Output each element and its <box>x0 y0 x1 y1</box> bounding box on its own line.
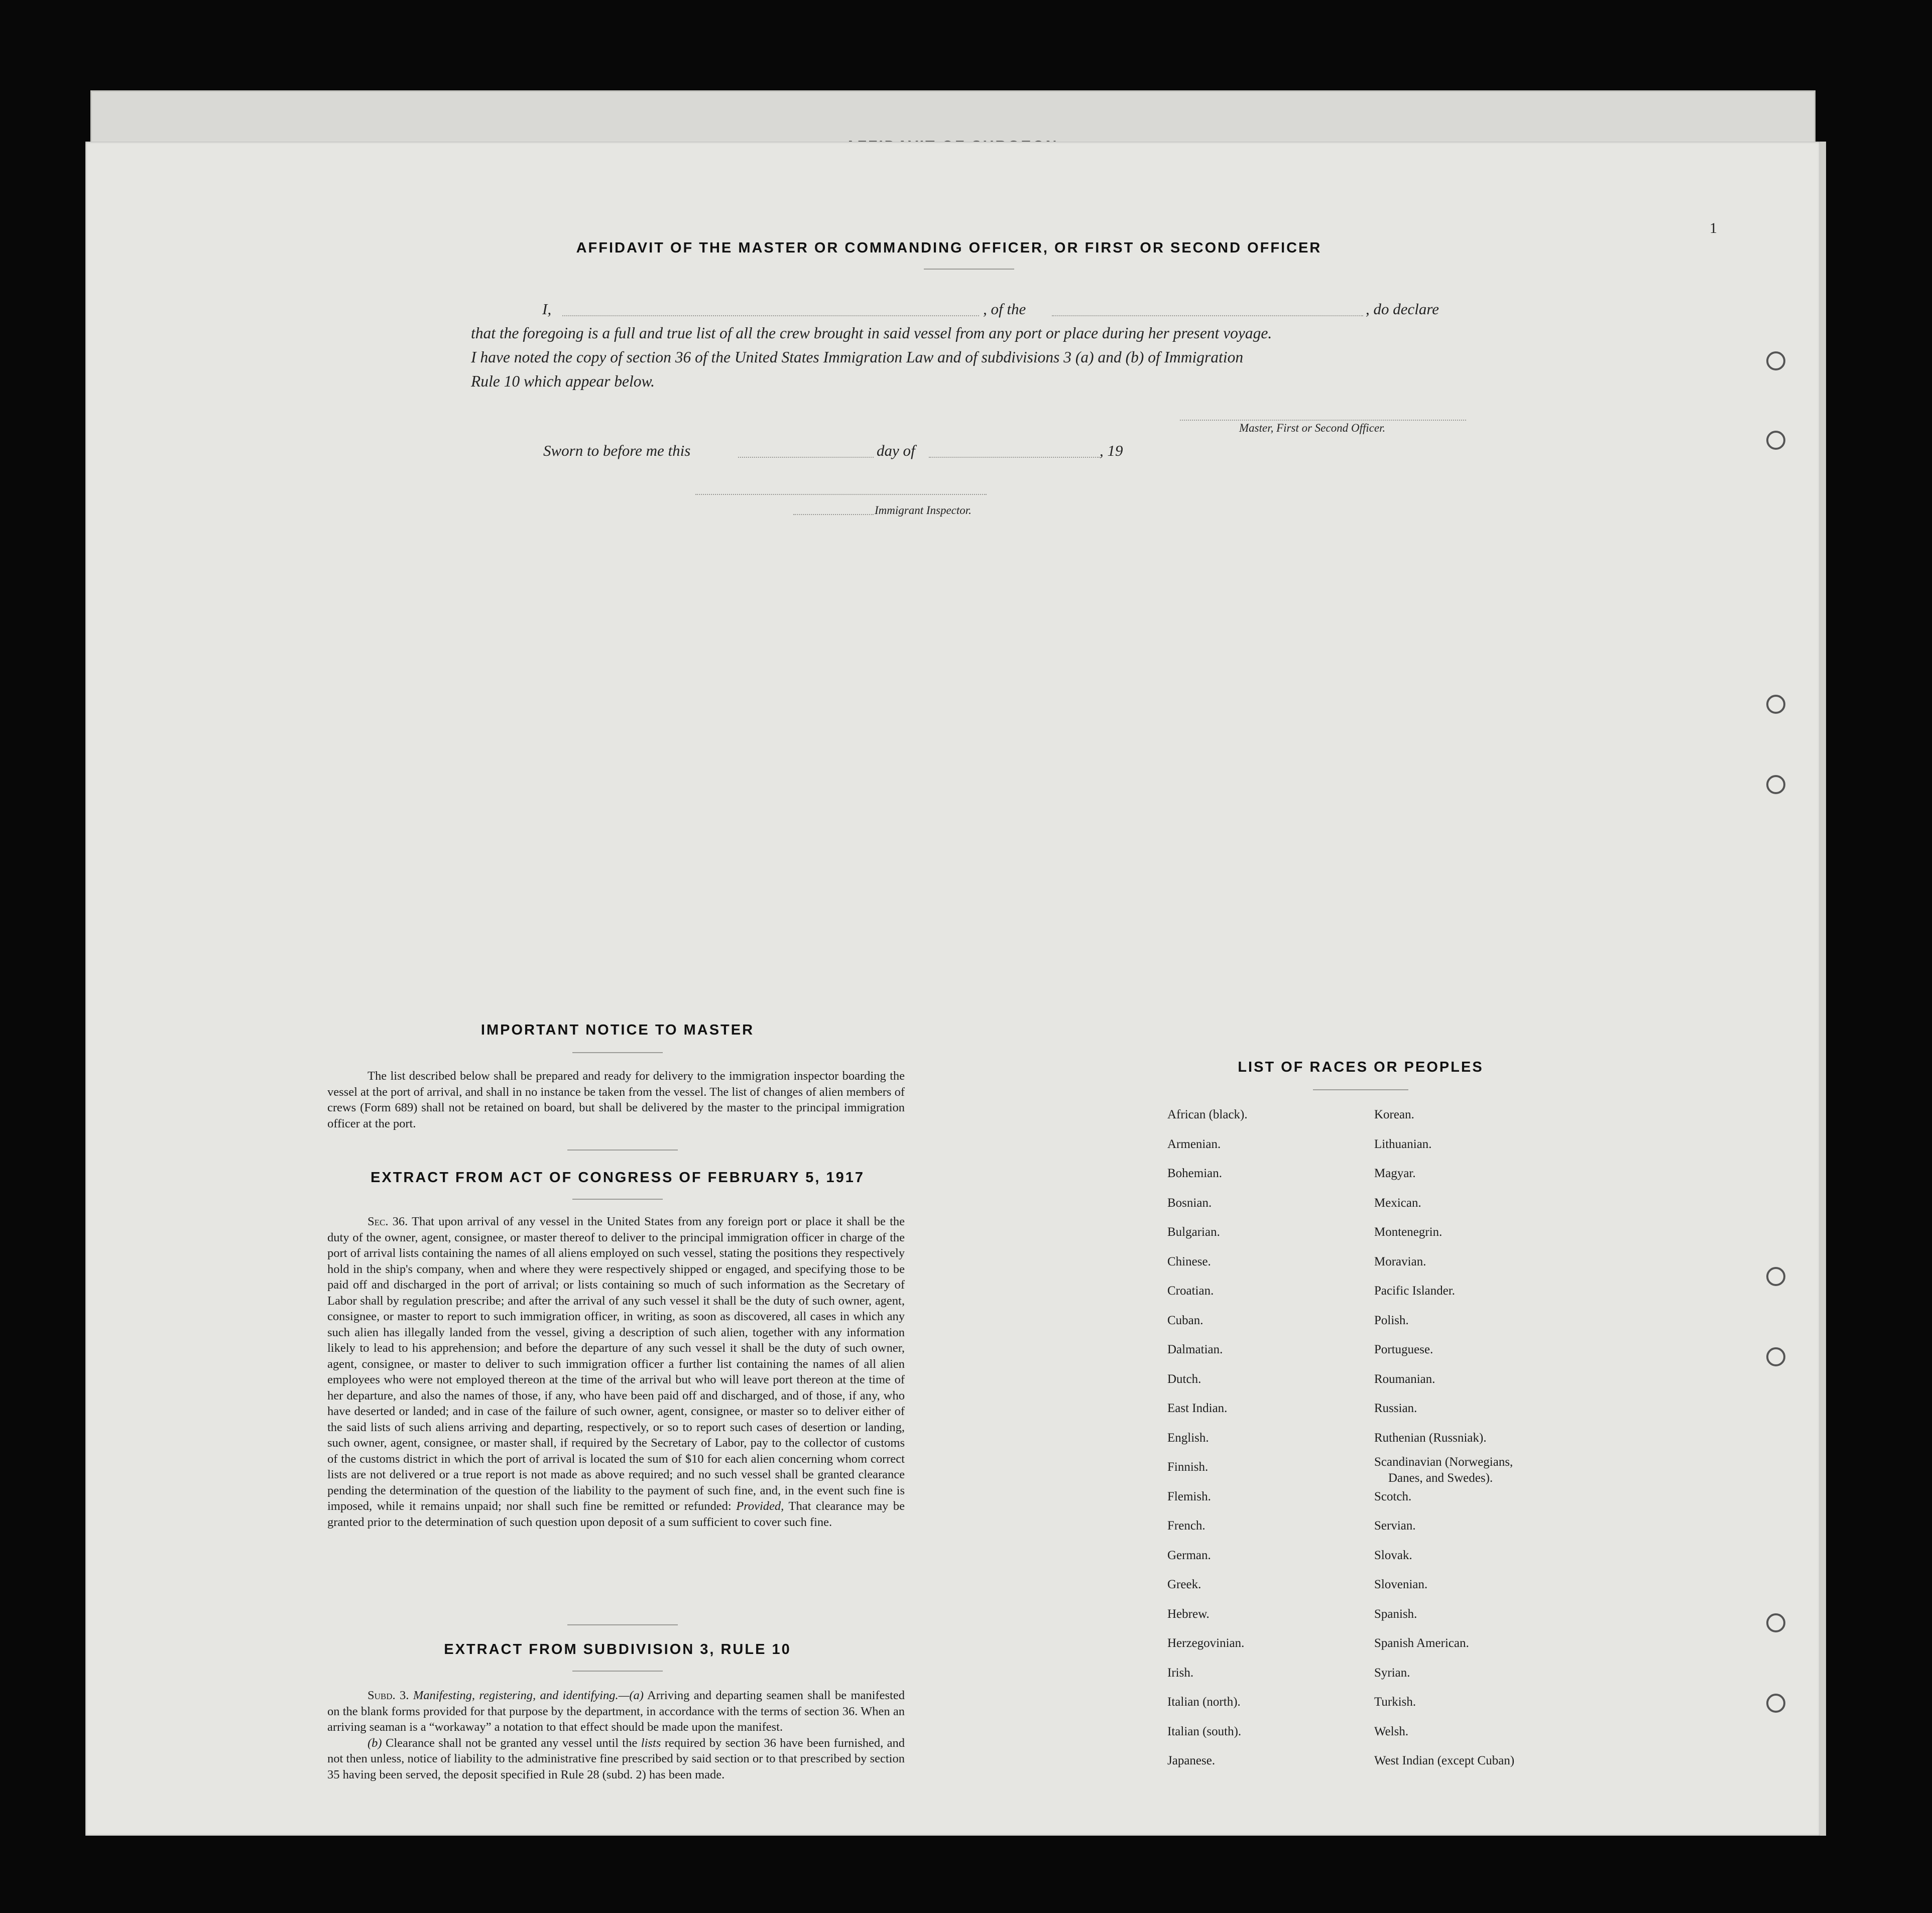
race-item: Servian. <box>1374 1519 1416 1533</box>
race-item: Lithuanian. <box>1374 1137 1432 1151</box>
page-edge <box>1820 142 1826 1836</box>
act-text: That upon arrival of any vessel in the United States from any foreign port or place it shall be the duty of the owner, agent, consignee, or master thereof to deliver to the principal immigration officer in charge of the port of arrival lists containing the names of all aliens employed on such vessel, stating the positions they respectively hold in the ship's company, when and where they were respectively shipped or engaged, and specifying those to be paid off and discharged in the port of arrival; or lists containing so much of such information as the Secretary of Labor shall by regulation prescribe; and after the arrival of any such vessel it shall be the duty of such owner, agent, consignee, or master to report to such immigration officer, in writing, as soon as discovered, all cases in which any such alien has illegally landed from the vessel, giving a description of such alien, together with any information likely to lead to his apprehension; and before the departure of any such vessel it shall be the duty of such owner, agent, consignee, or master to deliver to such immigration officer a further list containing the names of all alien employees who were not employed thereon at the time of the arrival but who will leave port thereon at the time of her departure, and also the names of those, if any, who have been paid off and discharged, and of those, if any, who have deserted or landed; and in case of the failure of such owner, agent, consignee, or master so to deliver either of the said lists of such aliens arriving and departing, respectively, or so to report such cases of desertion or landing, such owner, agent, consignee, or master shall, if required by the Secretary of Labor, pay to the collector of customs of the customs district in which the port of arrival is located the sum of $10 for each alien concerning whom correct lists are not delivered or a true report is not made as above required; and no such vessel shall be granted clearance pending the determination of the question of the liability to the payment of such fine, and, in the event such fine is imposed, while it remains unpaid; nor shall such fine be remitted or refunded: <box>327 1215 905 1513</box>
act-extract-title: EXTRACT FROM ACT OF CONGRESS OF FEBRUARY 5, 1917 <box>370 1170 865 1186</box>
race-item: Magyar. <box>1374 1167 1416 1180</box>
race-item: West Indian (except Cuban) <box>1374 1754 1515 1767</box>
race-item: Turkish. <box>1374 1695 1416 1709</box>
race-item: Korean. <box>1374 1108 1414 1121</box>
affidavit-line-3: I have noted the copy of section 36 of the United States Immigration Law and of subdivisions 3 (a) and (b) of Immigration <box>471 348 1244 366</box>
divider <box>572 1052 663 1053</box>
race-item: English. <box>1167 1431 1209 1445</box>
race-item-continuation: Danes, and Swedes). <box>1388 1471 1493 1485</box>
rule-paragraph-b <box>327 1735 905 1783</box>
notice-paragraph: The list described below shall be prepared and ready for delivery to the immigration inspector boarding the vessel at the port of arrival, and shall in no instance be taken from the vessel. The list of changes of alien members of crews (Form 689) shall not be retained on board, but shall be delivered by the master to the principal immigration officer at the port. <box>327 1069 905 1130</box>
race-item: Welsh. <box>1374 1725 1409 1738</box>
signature-blank[interactable] <box>1180 420 1466 421</box>
notice-title: IMPORTANT NOTICE TO MASTER <box>480 1022 755 1038</box>
para-b-text-end: required by section 36 have been furnished, and not then unless, notice of liability to the administrative fine prescribed by said section or to that prescribed by section 35 having been served, the deposit specified in Rule 28 (subd. 2) has been made. <box>327 1736 905 1781</box>
race-item: Cuban. <box>1167 1314 1203 1327</box>
punch-hole <box>1766 775 1785 794</box>
name-blank[interactable] <box>562 315 979 316</box>
para-a-marker: —(a) <box>618 1689 644 1702</box>
affidavit-i-label: I, <box>542 300 552 318</box>
race-item: Roumanian. <box>1374 1372 1435 1386</box>
affidavit-of-the-label: , of the <box>983 300 1026 318</box>
race-item: Scandinavian (Norwegians, <box>1374 1455 1513 1469</box>
affidavit-line-4: Rule 10 which appear below. <box>471 372 655 390</box>
month-blank[interactable] <box>929 457 1100 458</box>
signature-caption: Master, First or Second Officer. <box>1239 422 1386 434</box>
sworn-label: Sworn to before me this <box>543 442 691 459</box>
race-item: Scotch. <box>1374 1490 1412 1503</box>
provided-label: Provided, <box>736 1499 784 1513</box>
race-item: Dutch. <box>1167 1372 1201 1386</box>
race-item: Spanish American. <box>1374 1636 1469 1650</box>
divider <box>924 269 1014 270</box>
race-item: Russian. <box>1374 1401 1417 1415</box>
affidavit-declare-label: , do declare <box>1366 300 1439 318</box>
race-item: Bulgarian. <box>1167 1225 1220 1239</box>
subd-heading: Manifesting, registering, and identifying. <box>413 1689 619 1702</box>
notice-text <box>327 1068 905 1131</box>
vessel-blank[interactable] <box>1052 315 1363 316</box>
document-page <box>85 142 1820 1836</box>
para-b-lists: lists <box>641 1736 661 1750</box>
para-a-text: Arriving and departing seamen shall be manifested on the blank forms provided for that purpose by the department, in accordance with the terms of section 36. When an arriving seaman is a “workaway” a notation to that effect should be made upon the manifest. <box>327 1689 905 1734</box>
race-item: Armenian. <box>1167 1137 1221 1151</box>
para-b-text: Clearance shall not be granted any vessel until the <box>385 1736 638 1750</box>
race-item: African (black). <box>1167 1108 1248 1121</box>
race-item: Slovak. <box>1374 1549 1412 1562</box>
punch-hole <box>1766 1694 1785 1713</box>
act-extract-text <box>327 1214 905 1530</box>
race-item: Portuguese. <box>1374 1343 1433 1356</box>
inspector-caption: Immigrant Inspector. <box>875 504 972 517</box>
subd-label: Subd. 3. <box>368 1689 409 1702</box>
punch-hole <box>1766 351 1785 370</box>
act-text-end: That clearance may be granted prior to the determination of such question upon deposit of a sum sufficient to cover such fine. <box>327 1499 905 1529</box>
race-item: Bosnian. <box>1167 1196 1212 1210</box>
race-item: Croatian. <box>1167 1284 1214 1298</box>
race-item: Chinese. <box>1167 1255 1211 1268</box>
divider <box>1313 1089 1408 1090</box>
race-item: Mexican. <box>1374 1196 1421 1210</box>
page-number: 1 <box>1710 220 1717 236</box>
races-title: LIST OF RACES OR PEOPLES <box>1238 1059 1484 1075</box>
race-item: Flemish. <box>1167 1490 1211 1503</box>
race-item: Dalmatian. <box>1167 1343 1223 1356</box>
race-item: Slovenian. <box>1374 1578 1428 1591</box>
race-item: Bohemian. <box>1167 1167 1223 1180</box>
act-paragraph <box>327 1214 905 1530</box>
race-item: Finnish. <box>1167 1460 1209 1474</box>
para-b-marker: (b) <box>368 1736 382 1750</box>
race-item: Pacific Islander. <box>1374 1284 1456 1298</box>
punch-hole <box>1766 695 1785 714</box>
affidavit-line-2: that the foregoing is a full and true list of all the crew brought in said vessel from any port or place during her present voyage. <box>471 324 1272 342</box>
race-item: Syrian. <box>1374 1666 1410 1680</box>
race-item: Irish. <box>1167 1666 1194 1680</box>
year-label: , 19 <box>1100 442 1123 459</box>
divider <box>567 1150 678 1151</box>
section-label: Sec. 36. <box>368 1215 408 1228</box>
race-item: Greek. <box>1167 1578 1201 1591</box>
race-item: Hebrew. <box>1167 1607 1210 1621</box>
inspector-blank[interactable] <box>793 514 874 515</box>
race-item: Italian (south). <box>1167 1725 1242 1738</box>
affidavit-title: AFFIDAVIT OF THE MASTER OR COMMANDING OFFICER, OR FIRST OR SECOND OFFICER <box>576 240 1322 256</box>
rule-extract-text <box>327 1688 905 1782</box>
race-item: Moravian. <box>1374 1255 1426 1268</box>
race-item: Montenegrin. <box>1374 1225 1442 1239</box>
race-item: French. <box>1167 1519 1205 1533</box>
punch-hole <box>1766 1613 1785 1632</box>
divider <box>572 1671 663 1672</box>
race-item: Japanese. <box>1167 1754 1216 1767</box>
race-item: Ruthenian (Russniak). <box>1374 1431 1487 1445</box>
rule-extract-title: EXTRACT FROM SUBDIVISION 3, RULE 10 <box>444 1641 791 1657</box>
rule-paragraph-a <box>327 1688 905 1735</box>
race-item: East Indian. <box>1167 1401 1228 1415</box>
divider <box>572 1199 663 1200</box>
race-item: Italian (north). <box>1167 1695 1241 1709</box>
race-item: German. <box>1167 1549 1211 1562</box>
punch-hole <box>1766 1267 1785 1286</box>
race-item: Herzegovinian. <box>1167 1636 1245 1650</box>
punch-hole <box>1766 431 1785 450</box>
race-item: Polish. <box>1374 1314 1409 1327</box>
day-of-label: day of <box>877 442 915 459</box>
punch-hole <box>1766 1347 1785 1366</box>
divider <box>567 1624 678 1625</box>
race-item: Spanish. <box>1374 1607 1417 1621</box>
day-blank[interactable] <box>738 457 874 458</box>
inspector-sign-blank[interactable] <box>695 494 987 495</box>
